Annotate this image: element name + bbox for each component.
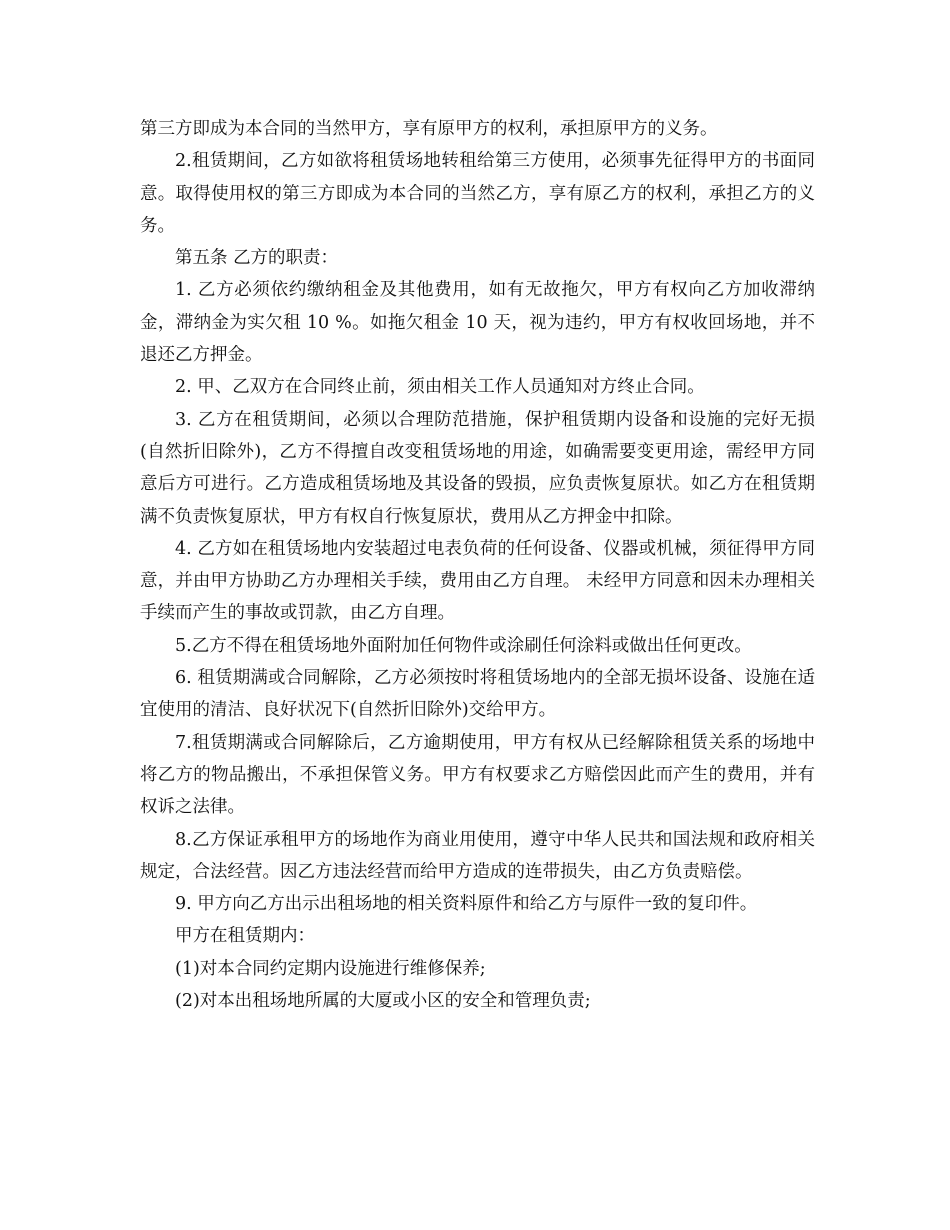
paragraph-sublease-clause: 2.租赁期间，乙方如欲将租赁场地转租给第三方使用，必须事先征得甲方的书面同意。取得使用权的第三方即成为本合同的当然乙方，享有原乙方的权利，承担乙方的义务。	[140, 151, 815, 236]
paragraph-lessor-item-1: (1)对本合同约定期内设施进行维修保养;	[175, 958, 486, 979]
paragraph-duty-4: 4. 乙方如在租赁场地内安装超过电表负荷的任何设备、仪器或机械，须征得甲方同意，并由甲方协助乙方办理相关手续，费用由乙方自理。 未经甲方同意和因未办理相关手续而产生的事故或罚款，由乙方自理。	[140, 538, 815, 624]
paragraph-duty-1: 1. 乙方必须依约缴纳租金及其他费用，如有无故拖欠，甲方有权向乙方加收滞纳金，滞纳金为实欠租 10 %。如拖欠租金 10 天，视为违约，甲方有权收回场地，并不退还乙方押金。	[140, 280, 815, 366]
paragraph-duty-2: 2. 甲、乙双方在合同终止前，须由相关工作人员通知对方终止合同。	[175, 377, 705, 398]
paragraph-duty-9: 9. 甲方向乙方出示出租场地的相关资料原件和给乙方与原件一致的复印件。	[175, 894, 758, 915]
paragraph-lessor-item-2: (2)对本出租场地所属的大厦或小区的安全和管理负责;	[175, 991, 591, 1012]
paragraph-duty-6: 6. 租赁期满或合同解除，乙方必须按时将租赁场地内的全部无损坏设备、设施在适宜使用的清洁、良好状况下(自然折旧除外)交给甲方。	[140, 668, 815, 721]
contract-body	[140, 113, 815, 1017]
paragraph-duty-5: 5.乙方不得在租赁场地外面附加任何物件或涂刷任何涂料或做出任何更改。	[175, 635, 752, 656]
article-five-heading: 第五条 乙方的职责：	[175, 248, 339, 269]
paragraph-continuation: 第三方即成为本合同的当然甲方，享有原甲方的权利，承担原甲方的义务。	[140, 119, 718, 139]
paragraph-duty-8: 8.乙方保证承租甲方的场地作为商业用使用，遵守中华人民共和国法规和政府相关规定，合法经营。因乙方违法经营而给甲方造成的连带损失，由乙方负责赔偿。	[140, 829, 815, 882]
paragraph-duty-7: 7.租赁期满或合同解除后，乙方逾期使用，甲方有权从已经解除租赁关系的场地中将乙方的物品搬出，不承担保管义务。甲方有权要求乙方赔偿因此而产生的费用，并有权诉之法律。	[140, 732, 815, 818]
paragraph-duty-3: 3. 乙方在租赁期间，必须以合理防范措施，保护租赁期内设备和设施的完好无损(自然折旧除外)，乙方不得擅自改变租赁场地的用途，如确需要变更用途，需经甲方同意后方可进行。乙方造成租赁场地及其设备的毁损，应负责恢复原状。如乙方在租赁期满不负责恢复原状，甲方有权自行恢复原状，费用从乙方押金中扣除。	[140, 409, 815, 527]
paragraph-lessor-heading: 甲方在租赁期内：	[175, 926, 315, 947]
